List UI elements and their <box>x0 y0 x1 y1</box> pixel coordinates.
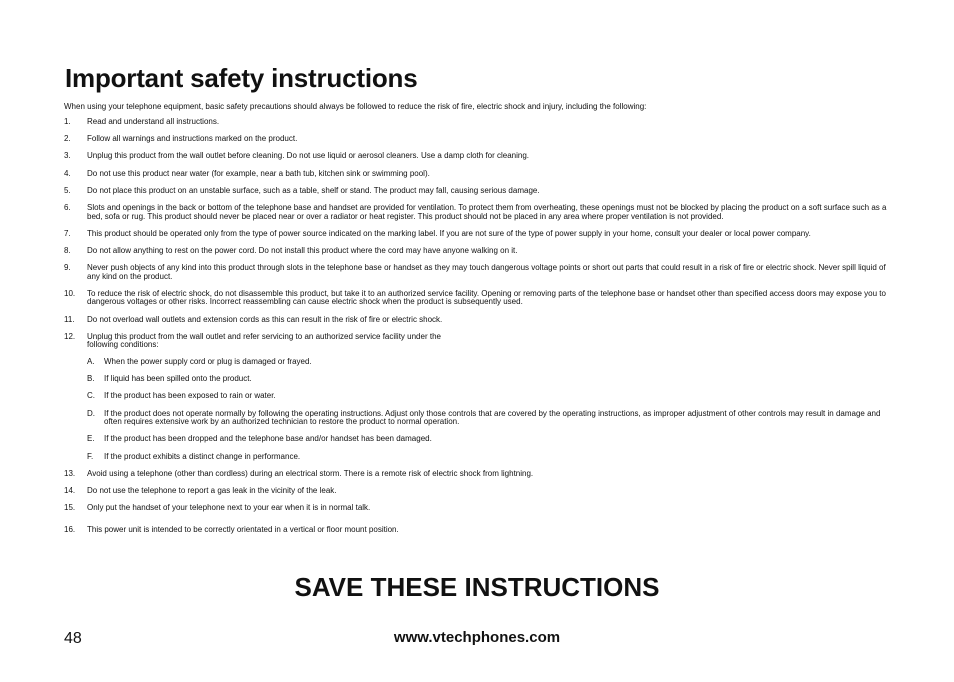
intro-paragraph: When using your telephone equipment, basic safety precautions should always be followed to reduce the risk of fire, electric shock and injury, including the following: <box>64 102 647 111</box>
item-text: To reduce the risk of electric shock, do not disassemble this product, but take it to an authorized service facility. Opening or removing parts of the telephone base or handset other than specified access doors may expose you to dangerous voltages or other risks. Incorrect reassembling can cause electric shock when the product is subsequently used. <box>87 288 886 307</box>
list-item <box>64 152 894 161</box>
item-text: Only put the handset of your telephone next to your ear when it is in normal talk. <box>87 503 371 513</box>
item-text: Do not allow anything to rest on the power cord. Do not install this product where the cord may have anyone walking on it. <box>87 245 518 255</box>
list-item <box>64 118 894 127</box>
item-number: 13. <box>64 468 76 478</box>
list-item <box>64 264 894 281</box>
condition-item <box>87 435 894 444</box>
item-text: This product should be operated only from the type of power source indicated on the marking label. If you are not sure of the type of power supply in your home, consult your dealer or local power company. <box>87 228 811 238</box>
item-number: 16. <box>64 524 76 534</box>
item-number: 4. <box>64 168 71 178</box>
item-number: 3. <box>64 151 71 161</box>
list-item <box>64 487 894 496</box>
list-item <box>64 526 894 535</box>
list-item <box>64 187 894 196</box>
condition-item <box>87 375 894 384</box>
safety-instructions-list <box>64 118 894 543</box>
item-text: Never push objects of any kind into this product through slots in the telephone base or handset as they may touch dangerous voltage points or short out parts that could result in a risk of fire or electric shock. Never spill liquid of any kind on the product. <box>87 263 886 281</box>
item-number: 1. <box>64 117 71 126</box>
item-text: Do not overload wall outlets and extension cords as this can result in the risk of fire or electric shock. <box>87 314 443 324</box>
item-text: Do not use the telephone to report a gas leak in the vicinity of the leak. <box>87 485 337 495</box>
conditions-list <box>87 358 894 461</box>
item-number: 6. <box>64 202 71 212</box>
item-number: 15. <box>64 503 76 513</box>
item-text: Follow all warnings and instructions marked on the product. <box>87 134 298 144</box>
condition-letter: B. <box>87 374 95 384</box>
item-text: Do not place this product on an unstable surface, such as a table, shelf or stand. The product may fall, causing serious damage. <box>87 185 540 195</box>
list-item <box>64 170 894 179</box>
condition-item <box>87 358 894 367</box>
item-number: 10. <box>64 288 76 298</box>
item-text-line-2: following conditions: <box>87 340 159 350</box>
list-item <box>64 230 894 239</box>
item-text: Unplug this product from the wall outlet before cleaning. Do not use liquid or aerosol cleaners. Use a damp cloth for cleaning. <box>87 151 530 161</box>
condition-letter: A. <box>87 357 95 367</box>
condition-text: If the product has been exposed to rain or water. <box>104 391 276 401</box>
item-text-line-1: Unplug this product from the wall outlet and refer servicing to an authorized service facility under the <box>87 331 441 341</box>
website-url: www.vtechphones.com <box>393 629 561 646</box>
condition-letter: E. <box>87 434 95 444</box>
condition-text: If the product does not operate normally by following the operating instructions. Adjust only those controls that are covered by the operating instructions, as improper adjustment of other controls may result in damage and often requires extensive work by an authorized technician to restore the product to normal operation. <box>104 408 881 427</box>
list-item <box>64 504 894 513</box>
item-text: This power unit is intended to be correctly orientated in a vertical or floor mount position. <box>87 524 399 534</box>
list-item <box>64 135 894 144</box>
list-item <box>64 470 894 479</box>
list-item <box>64 290 894 307</box>
item-number: 9. <box>64 263 71 273</box>
item-number: 5. <box>64 185 71 195</box>
condition-item <box>87 453 894 462</box>
item-text: Avoid using a telephone (other than cordless) during an electrical storm. There is a remote risk of electric shock from lightning. <box>87 468 534 478</box>
condition-text: If the product has been dropped and the telephone base and/or handset has been damaged. <box>104 434 432 444</box>
item-number: 14. <box>64 485 76 495</box>
condition-text: When the power supply cord or plug is damaged or frayed. <box>104 357 312 367</box>
item-number: 7. <box>64 228 71 238</box>
list-item <box>64 204 894 221</box>
page-title: Important safety instructions <box>65 63 418 93</box>
page-number: 48 <box>64 630 82 647</box>
condition-letter: D. <box>87 408 95 418</box>
condition-item <box>87 410 894 427</box>
list-item <box>64 247 894 256</box>
item-text: Slots and openings in the back or bottom of the telephone base and handset are provided for ventilation. To protect them from overheating, these openings must not be blocked by placing the product on a soft surface such as a bed, sofa or rug. This product should never be placed near or over a radiator or heat register. This product should not be placed in any area where proper ventilation is not provided. <box>87 202 887 221</box>
item-number: 12. <box>64 331 76 341</box>
item-text: Read and understand all instructions. <box>87 117 220 126</box>
condition-text: If liquid has been spilled onto the product. <box>104 374 252 384</box>
item-text: Do not use this product near water (for example, near a bath tub, kitchen sink or swimming pool). <box>87 168 430 178</box>
condition-text: If the product exhibits a distinct change in performance. <box>104 451 301 461</box>
condition-letter: C. <box>87 391 95 401</box>
item-number: 11. <box>64 314 75 324</box>
condition-letter: F. <box>87 451 94 461</box>
list-item <box>64 316 894 325</box>
item-number: 8. <box>64 245 71 255</box>
save-instructions-heading: SAVE THESE INSTRUCTIONS <box>294 572 660 602</box>
list-item <box>64 333 894 461</box>
condition-item <box>87 392 894 401</box>
item-number: 2. <box>64 134 71 144</box>
